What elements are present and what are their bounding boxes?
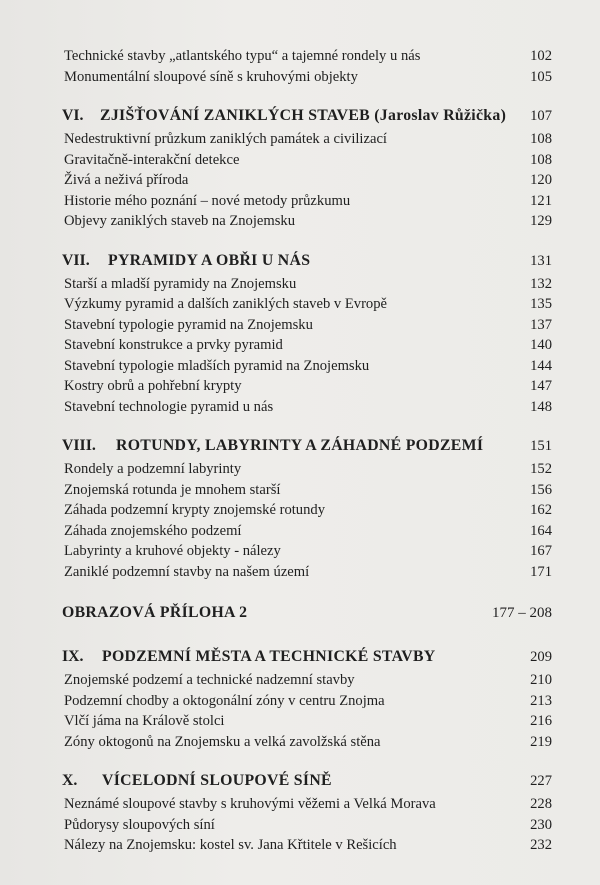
toc-entry <box>62 562 552 583</box>
entry-title: Znojemská rotunda je mnohem starší <box>64 481 281 498</box>
chapter-title: PYRAMIDY A OBŘI U NÁS <box>108 251 311 269</box>
appendix-title: OBRAZOVÁ PŘÍLOHA 2 <box>62 604 248 621</box>
toc-entry <box>62 541 552 562</box>
entry-title: Stavební typologie mladších pyramid na Znojemsku <box>64 357 370 374</box>
entry-title: Záhada podzemní krypty znojemské rotundy <box>64 502 325 518</box>
entry-page: 129 <box>530 213 552 229</box>
toc-entry <box>62 170 552 191</box>
toc-entry <box>62 835 552 856</box>
entry-title: Vlčí jáma na Králově stolci <box>64 713 225 729</box>
entry-title: Záhada znojemského podzemí <box>64 522 242 539</box>
entry-page: 137 <box>530 316 552 333</box>
entry-page: 147 <box>530 378 552 394</box>
chapter-section <box>62 768 552 856</box>
entry-page: 144 <box>530 357 552 374</box>
entry-page: 216 <box>530 713 552 729</box>
entry-title: Labyrinty a kruhové objekty - nálezy <box>64 543 281 559</box>
toc-entry <box>62 711 552 732</box>
chapter-page: 107 <box>530 108 552 124</box>
chapter-title: ZJIŠŤOVÁNÍ ZANIKLÝCH STAVEB (Jaroslav Růžička) <box>100 107 507 124</box>
entry-page: 232 <box>530 837 552 853</box>
entry-page: 156 <box>530 481 552 498</box>
entry-page: 219 <box>530 733 552 750</box>
chapter-section <box>62 248 552 418</box>
toc-entry <box>62 211 552 232</box>
chapter-heading <box>62 103 552 129</box>
toc-entry <box>62 794 552 815</box>
appendix-heading <box>62 600 552 626</box>
entry-title: Starší a mladší pyramidy na Znojemsku <box>64 275 297 292</box>
entry-title: Stavební typologie pyramid na Znojemsku <box>64 316 313 333</box>
chapter-page: 151 <box>530 438 552 454</box>
chapter-section <box>62 103 552 232</box>
entry-title: Nedestruktivní průzkum zaniklých památek a civilizací <box>64 131 387 147</box>
toc-entry <box>62 67 552 88</box>
toc-entry <box>62 191 552 212</box>
entry-title: Objevy zaniklých staveb na Znojemsku <box>64 213 296 229</box>
chapter-title: VÍCELODNÍ SLOUPOVÉ SÍNĚ <box>102 772 332 789</box>
chapter-heading <box>62 768 552 794</box>
toc-entry <box>62 500 552 521</box>
toc-entry <box>62 815 552 836</box>
entry-page: 102 <box>530 48 552 64</box>
entry-page: 135 <box>530 296 552 312</box>
entry-title: Zóny oktogonů na Znojemsku a velká zavolžská stěna <box>64 733 381 750</box>
entry-page: 167 <box>530 543 552 559</box>
entry-title: Půdorysy sloupových síní <box>64 816 215 833</box>
chapter-number: VII. <box>62 251 90 269</box>
chapter-section <box>62 433 552 582</box>
toc-entry <box>62 459 552 480</box>
table-of-contents <box>62 46 552 856</box>
chapter-number: VIII. <box>62 437 96 454</box>
entry-page: 230 <box>530 816 552 833</box>
chapter-heading <box>62 433 552 459</box>
entry-title: Kostry obrů a pohřební krypty <box>64 378 242 394</box>
chapter-page: 209 <box>530 649 552 665</box>
intro-section <box>62 46 552 87</box>
entry-page: 162 <box>530 502 552 518</box>
toc-entry <box>62 376 552 397</box>
toc-entry <box>62 480 552 501</box>
entry-title: Neznámé sloupové stavby s kruhovými věžemi a Velká Morava <box>64 796 436 812</box>
entry-title: Monumentální sloupové síně s kruhovými objekty <box>64 68 358 85</box>
toc-entry <box>62 46 552 67</box>
chapter-heading <box>62 644 552 670</box>
toc-entry <box>62 397 552 418</box>
entry-page: 140 <box>530 337 552 353</box>
toc-entry <box>62 732 552 753</box>
entry-page: 120 <box>530 172 552 188</box>
entry-page: 210 <box>530 672 552 688</box>
entry-page: 105 <box>530 68 552 85</box>
chapter-page: 131 <box>530 252 552 269</box>
entry-title: Rondely a podzemní labyrinty <box>64 461 242 477</box>
toc-entry <box>62 315 552 336</box>
toc-entry <box>62 670 552 691</box>
entry-title: Historie mého poznání – nové metody průzkumu <box>64 192 351 209</box>
toc-entry <box>62 274 552 295</box>
entry-page: 108 <box>530 131 552 147</box>
toc-entry <box>62 129 552 150</box>
entry-title: Výzkumy pyramid a dalších zaniklých staveb v Evropě <box>64 296 387 312</box>
chapter-title: PODZEMNÍ MĚSTA A TECHNICKÉ STAVBY <box>102 648 436 665</box>
toc-entry <box>62 294 552 315</box>
appendix-page-range: 177 – 208 <box>492 605 552 621</box>
chapter-page: 227 <box>530 773 552 789</box>
entry-title: Technické stavby „atlantského typu“ a tajemné rondely u nás <box>64 48 421 64</box>
chapter-title: ROTUNDY, LABYRINTY A ZÁHADNÉ PODZEMÍ <box>116 437 484 454</box>
toc-entry <box>62 691 552 712</box>
entry-page: 213 <box>530 692 552 709</box>
chapter-heading <box>62 248 552 274</box>
chapter-number: IX. <box>62 648 84 665</box>
entry-page: 121 <box>530 192 552 209</box>
chapter-section <box>62 644 552 752</box>
entry-title: Zaniklé podzemní stavby na našem území <box>64 563 310 580</box>
entry-title: Nálezy na Znojemsku: kostel sv. Jana Křtitele v Rešicích <box>64 837 397 853</box>
entry-page: 171 <box>530 563 552 580</box>
entry-title: Gravitačně-interakční detekce <box>64 151 240 168</box>
toc-entry <box>62 335 552 356</box>
entry-page: 108 <box>530 151 552 168</box>
entry-title: Živá a neživá příroda <box>64 172 189 188</box>
entry-page: 228 <box>530 796 552 812</box>
entry-page: 148 <box>530 398 552 415</box>
toc-entry <box>62 521 552 542</box>
entry-page: 164 <box>530 522 552 539</box>
chapter-number: X. <box>62 772 78 789</box>
chapter-number: VI. <box>62 107 84 124</box>
entry-title: Stavební konstrukce a prvky pyramid <box>64 337 283 353</box>
entry-title: Podzemní chodby a oktogonální zóny v centru Znojma <box>64 692 385 709</box>
toc-entry <box>62 356 552 377</box>
toc-entry <box>62 150 552 171</box>
entry-page: 132 <box>530 275 552 292</box>
entry-title: Znojemské podzemí a technické nadzemní stavby <box>64 672 355 688</box>
entry-page: 152 <box>530 461 552 477</box>
entry-title: Stavební technologie pyramid u nás <box>64 398 274 415</box>
appendix-section <box>62 600 552 626</box>
